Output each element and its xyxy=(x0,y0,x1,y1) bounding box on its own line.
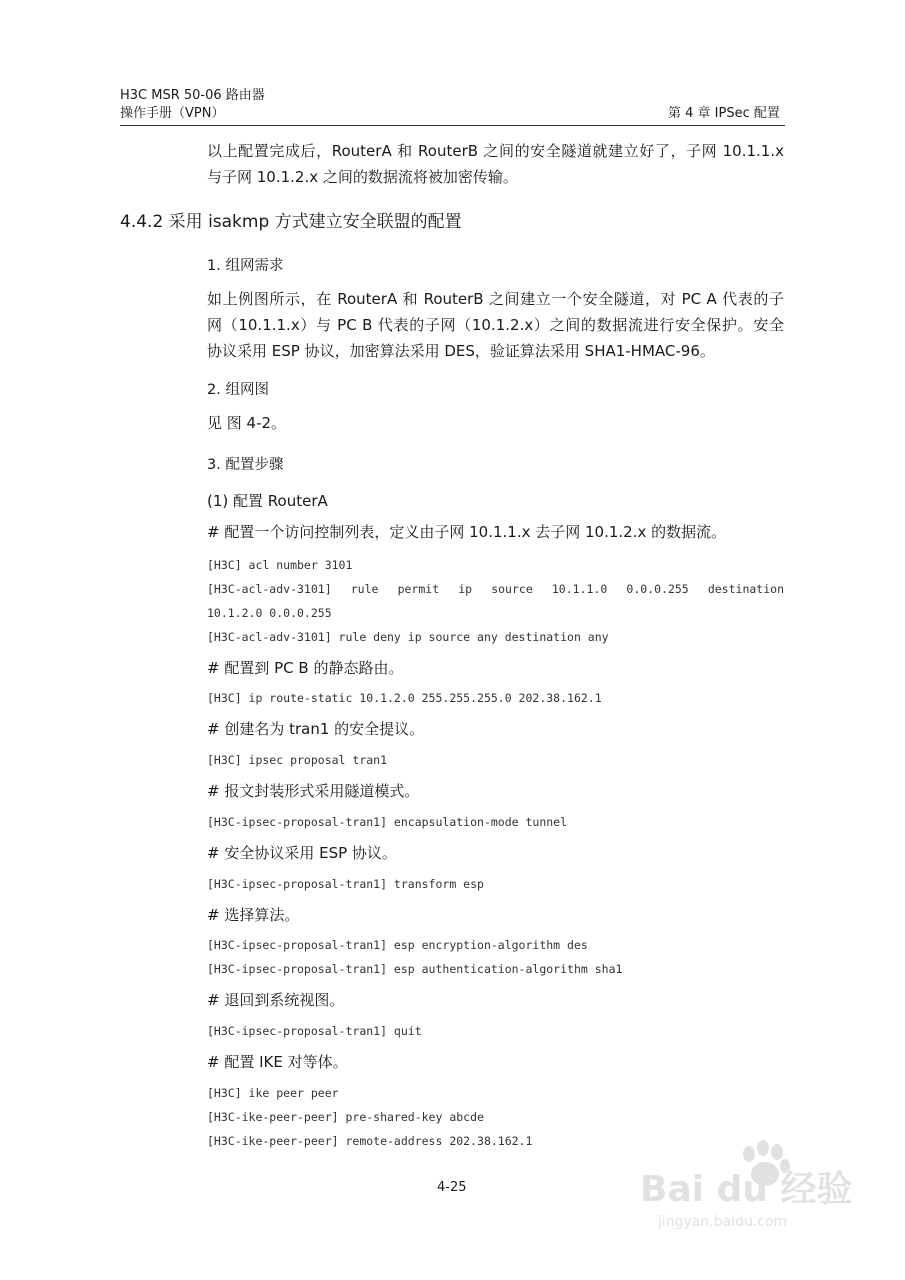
comment-acl: # 配置一个访问控制列表，定义由子网 10.1.1.x 去子网 10.1.2.x 的数据流。 xyxy=(207,523,727,541)
baidu-watermark xyxy=(640,1140,853,1235)
comment-ike-peer: # 配置 IKE 对等体。 xyxy=(207,1053,348,1071)
requirements-line-1: 如上例图所示，在 RouterA 和 RouterB 之间建立一个安全隧道，对 PC A 代表的子 xyxy=(207,290,784,308)
header-product: H3C MSR 50-06 路由器 xyxy=(120,88,265,103)
watermark-url: jingyan.baidu.com xyxy=(658,1214,788,1230)
requirements-line-2: 网（10.1.1.x）与 PC B 代表的子网（10.1.2.x）之间的数据流进行安全保护。安全 xyxy=(207,316,784,334)
code-line: [H3C] ip route-static 10.1.2.0 255.255.255.0 202.38.162.1 xyxy=(207,691,602,705)
code-line: [H3C-ipsec-proposal-tran1] transform esp xyxy=(207,877,484,891)
requirements-line-3: 协议采用 ESP 协议，加密算法采用 DES，验证算法采用 SHA1-HMAC-96。 xyxy=(207,342,715,360)
code-line: [H3C-acl-adv-3101] rule deny ip source any destination any xyxy=(207,630,609,644)
code-line: [H3C-ike-peer-peer] remote-address 202.38.162.1 xyxy=(207,1134,533,1148)
code-line: [H3C-acl-adv-3101] rule permit ip source 10.1.1.0 0.0.0.255 destination xyxy=(207,582,784,596)
code-line: [H3C-ipsec-proposal-tran1] esp encryption-algorithm des xyxy=(207,938,588,952)
subheading-steps: 3. 配置步骤 xyxy=(207,457,284,473)
comment-proposal: # 创建名为 tran1 的安全提议。 xyxy=(207,720,425,738)
intro-line-2: 与子网 10.1.2.x 之间的数据流将被加密传输。 xyxy=(207,168,518,186)
header-chapter: 第 4 章 IPSec 配置 xyxy=(668,106,780,121)
subheading-requirements: 1. 组网需求 xyxy=(207,258,284,274)
page-number: 4-25 xyxy=(437,1180,467,1195)
code-line: [H3C-ipsec-proposal-tran1] encapsulation-mode tunnel xyxy=(207,815,568,829)
code-line: [H3C-ipsec-proposal-tran1] esp authentication-algorithm sha1 xyxy=(207,962,623,976)
code-line: [H3C-ike-peer-peer] pre-shared-key abcde xyxy=(207,1110,484,1124)
comment-static-route: # 配置到 PC B 的静态路由。 xyxy=(207,659,404,677)
comment-encapsulation: # 报文封装形式采用隧道模式。 xyxy=(207,782,420,800)
step-routera: (1) 配置 RouterA xyxy=(207,492,328,510)
subheading-diagram: 2. 组网图 xyxy=(207,382,269,398)
comment-algorithm: # 选择算法。 xyxy=(207,906,300,924)
code-line: [H3C-ipsec-proposal-tran1] quit xyxy=(207,1024,422,1038)
watermark-brand: Bai du 经验 xyxy=(640,1169,853,1210)
comment-protocol: # 安全协议采用 ESP 协议。 xyxy=(207,844,397,862)
comment-quit: # 退回到系统视图。 xyxy=(207,991,345,1009)
code-line: [H3C] acl number 3101 xyxy=(207,558,353,572)
header-manual: 操作手册（VPN） xyxy=(120,106,225,121)
code-line: 10.1.2.0 0.0.0.255 xyxy=(207,606,332,620)
code-line: [H3C] ipsec proposal tran1 xyxy=(207,753,388,767)
code-line: [H3C] ike peer peer xyxy=(207,1086,339,1100)
header-divider xyxy=(120,125,785,126)
intro-line-1: 以上配置完成后，RouterA 和 RouterB 之间的安全隧道就建立好了，子网 10.1.1.x xyxy=(207,142,784,160)
section-title: 4.4.2 采用 isakmp 方式建立安全联盟的配置 xyxy=(120,212,462,232)
figure-reference: 见 图 4-2。 xyxy=(207,414,287,432)
